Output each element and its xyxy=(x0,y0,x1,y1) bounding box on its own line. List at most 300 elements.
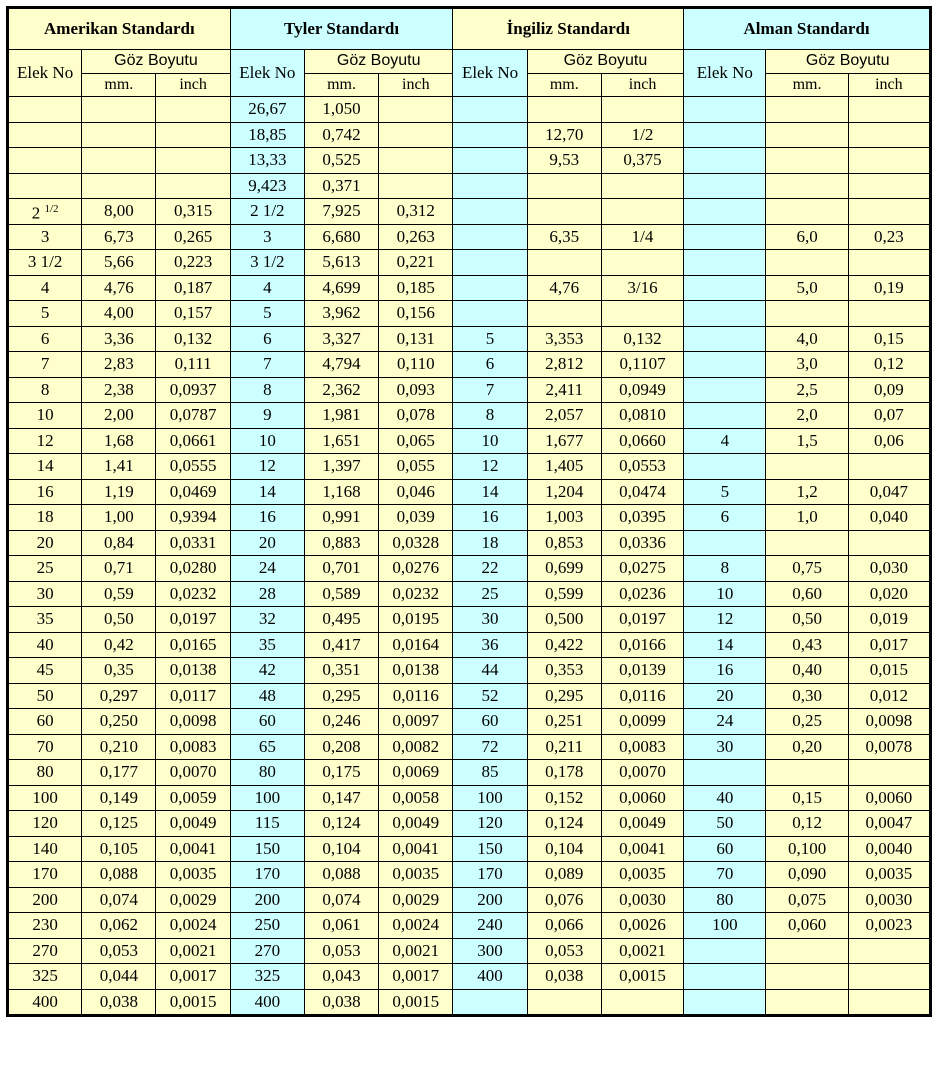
ingiliz-inch-cell: 0,0139 xyxy=(601,658,683,684)
alman-elek-no-cell xyxy=(684,122,766,148)
amerikan-inch-cell: 0,0029 xyxy=(156,887,230,913)
ingiliz-inch-cell: 0,0336 xyxy=(601,530,683,556)
amerikan-mm-cell: 1,19 xyxy=(82,479,156,505)
amerikan-elek-no-cell: 16 xyxy=(8,479,82,505)
tyler-inch-cell: 0,0328 xyxy=(379,530,453,556)
alman-inch-cell: 0,030 xyxy=(848,556,930,582)
tyler-mm-cell: 0,883 xyxy=(304,530,378,556)
ingiliz-elek-no-cell: 400 xyxy=(453,964,527,990)
amerikan-elek-no-cell: 8 xyxy=(8,377,82,403)
tyler-mm-cell: 5,613 xyxy=(304,250,378,276)
ingiliz-inch-cell: 0,0099 xyxy=(601,709,683,735)
tyler-elek-no-cell: 10 xyxy=(230,428,304,454)
ingiliz-mm-cell: 0,124 xyxy=(527,811,601,837)
table-row xyxy=(8,250,931,276)
alman-inch-cell: 0,06 xyxy=(848,428,930,454)
amerikan-mm-cell: 0,074 xyxy=(82,887,156,913)
alman-elek-no-cell xyxy=(684,173,766,199)
ingiliz-mm-cell: 2,057 xyxy=(527,403,601,429)
ingiliz-elek-no-cell: 10 xyxy=(453,428,527,454)
amerikan-inch-cell: 0,0049 xyxy=(156,811,230,837)
amerikan-elek-no-cell: 120 xyxy=(8,811,82,837)
tyler-inch-cell: 0,263 xyxy=(379,224,453,250)
ingiliz-mm-cell: 0,076 xyxy=(527,887,601,913)
ingiliz-mm-cell: 0,699 xyxy=(527,556,601,582)
alman-inch-cell: 0,12 xyxy=(848,352,930,378)
alman-elek-no-cell: 50 xyxy=(684,811,766,837)
ingiliz-mm-cell: 0,066 xyxy=(527,913,601,939)
ingiliz-inch-cell: 0,0030 xyxy=(601,887,683,913)
ingiliz-inch-cell xyxy=(601,199,683,225)
amerikan-elek-no-cell: 45 xyxy=(8,658,82,684)
alman-mm-cell: 0,100 xyxy=(766,836,848,862)
ingiliz-inch-cell: 0,0035 xyxy=(601,862,683,888)
table-row xyxy=(8,224,931,250)
amerikan-elek-no-cell: 3 1/2 xyxy=(8,250,82,276)
tyler-mm-cell: 0,061 xyxy=(304,913,378,939)
table-row xyxy=(8,760,931,786)
amerikan-mm-cell: 0,053 xyxy=(82,938,156,964)
tyler-mm-cell: 4,794 xyxy=(304,352,378,378)
tyler-mm-cell: 0,208 xyxy=(304,734,378,760)
alman-inch-cell xyxy=(848,250,930,276)
tyler-elek-no-cell: 170 xyxy=(230,862,304,888)
table-row xyxy=(8,658,931,684)
alman-inch-cell: 0,23 xyxy=(848,224,930,250)
amerikan-elek-no-cell xyxy=(8,148,82,174)
tyler-inch-cell xyxy=(379,122,453,148)
tyler-elek-no-cell: 7 xyxy=(230,352,304,378)
ingiliz-inch-cell: 0,0810 xyxy=(601,403,683,429)
amerikan-inch-cell: 0,0017 xyxy=(156,964,230,990)
ingiliz-elek-no-cell: 8 xyxy=(453,403,527,429)
table-row xyxy=(8,301,931,327)
amerikan-mm-cell: 1,68 xyxy=(82,428,156,454)
sieve-number: 2 xyxy=(31,203,41,223)
alman-mm-cell: 0,075 xyxy=(766,887,848,913)
ingiliz-mm-cell: 4,76 xyxy=(527,275,601,301)
alman-inch-cell: 0,040 xyxy=(848,505,930,531)
amerikan-elek-no-cell: 18 xyxy=(8,505,82,531)
ingiliz-elek-no-cell: 100 xyxy=(453,785,527,811)
tyler-mm-cell: 0,175 xyxy=(304,760,378,786)
ingiliz-elek-no-cell xyxy=(453,199,527,225)
tyler-elek-no-cell: 6 xyxy=(230,326,304,352)
tyler-mm-cell: 4,699 xyxy=(304,275,378,301)
table-row xyxy=(8,862,931,888)
table-row xyxy=(8,989,931,1016)
tyler-inch-cell: 0,0082 xyxy=(379,734,453,760)
amerikan-inch-cell: 0,0661 xyxy=(156,428,230,454)
alman-elek-no-cell xyxy=(684,301,766,327)
ingiliz-elek-no-cell xyxy=(453,301,527,327)
alman-mm-cell: 0,43 xyxy=(766,632,848,658)
alman-mm-cell: 5,0 xyxy=(766,275,848,301)
table-row xyxy=(8,887,931,913)
tyler-inch-cell: 0,185 xyxy=(379,275,453,301)
amerikan-elek-no-header: Elek No xyxy=(8,50,82,97)
tyler-elek-no-cell: 4 xyxy=(230,275,304,301)
tyler-elek-no-cell: 100 xyxy=(230,785,304,811)
ingiliz-mm-cell xyxy=(527,989,601,1016)
table-row xyxy=(8,556,931,582)
ingiliz-mm-cell: 0,104 xyxy=(527,836,601,862)
ingiliz-elek-no-cell xyxy=(453,989,527,1016)
ingiliz-inch-cell: 1/2 xyxy=(601,122,683,148)
ingiliz-mm-cell: 1,204 xyxy=(527,479,601,505)
amerikan-elek-no-cell xyxy=(8,199,82,225)
ingiliz-elek-no-cell: 85 xyxy=(453,760,527,786)
amerikan-elek-no-cell: 4 xyxy=(8,275,82,301)
tyler-mm-cell: 0,495 xyxy=(304,607,378,633)
tyler-inch-cell: 0,0017 xyxy=(379,964,453,990)
alman-elek-no-cell: 100 xyxy=(684,913,766,939)
amerikan-elek-no-cell: 7 xyxy=(8,352,82,378)
tyler-mm-cell: 0,351 xyxy=(304,658,378,684)
alman-mm-cell: 0,090 xyxy=(766,862,848,888)
tyler-mm-cell: 0,147 xyxy=(304,785,378,811)
alman-elek-no-cell: 30 xyxy=(684,734,766,760)
amerikan-mm-cell: 3,36 xyxy=(82,326,156,352)
tyler-mm-cell: 0,104 xyxy=(304,836,378,862)
ingiliz-mm-cell: 2,411 xyxy=(527,377,601,403)
tyler-mm-cell: 3,962 xyxy=(304,301,378,327)
alman-inch-cell: 0,07 xyxy=(848,403,930,429)
amerikan-elek-no-cell: 400 xyxy=(8,989,82,1016)
amerikan-inch-cell: 0,0232 xyxy=(156,581,230,607)
table-row xyxy=(8,836,931,862)
table-row xyxy=(8,97,931,123)
alman-mm-cell xyxy=(766,97,848,123)
amerikan-mm-cell: 0,088 xyxy=(82,862,156,888)
alman-mm-cell: 6,0 xyxy=(766,224,848,250)
alman-inch-cell: 0,0060 xyxy=(848,785,930,811)
amerikan-mm-cell: 0,84 xyxy=(82,530,156,556)
alman-mm-cell: 4,0 xyxy=(766,326,848,352)
alman-mm-cell: 0,060 xyxy=(766,913,848,939)
alman-elek-no-cell: 80 xyxy=(684,887,766,913)
amerikan-elek-no-cell xyxy=(8,173,82,199)
ingiliz-mm-cell xyxy=(527,199,601,225)
ingiliz-inch-cell xyxy=(601,97,683,123)
ingiliz-mm-cell: 1,405 xyxy=(527,454,601,480)
amerikan-elek-no-cell: 6 xyxy=(8,326,82,352)
ingiliz-mm-cell: 0,353 xyxy=(527,658,601,684)
alman-mm-cell xyxy=(766,122,848,148)
amerikan-elek-no-cell: 3 xyxy=(8,224,82,250)
ingiliz-mm-cell: 6,35 xyxy=(527,224,601,250)
tyler-elek-no-cell: 48 xyxy=(230,683,304,709)
amerikan-elek-no-cell: 30 xyxy=(8,581,82,607)
amerikan-mm-cell: 4,00 xyxy=(82,301,156,327)
ingiliz-mm-cell xyxy=(527,97,601,123)
amerikan-elek-no-cell: 70 xyxy=(8,734,82,760)
tyler-inch-cell: 0,0164 xyxy=(379,632,453,658)
alman-elek-no-cell: 20 xyxy=(684,683,766,709)
amerikan-inch-cell: 0,0280 xyxy=(156,556,230,582)
tyler-elek-no-cell: 150 xyxy=(230,836,304,862)
standard-title-alman: Alman Standardı xyxy=(684,8,931,50)
ingiliz-inch-cell xyxy=(601,301,683,327)
ingiliz-mm-cell: 1,003 xyxy=(527,505,601,531)
tyler-goz-boyutu-header: Göz Boyutu xyxy=(304,50,453,74)
amerikan-inch-cell: 0,9394 xyxy=(156,505,230,531)
alman-inch-cell xyxy=(848,148,930,174)
amerikan-mm-cell: 0,35 xyxy=(82,658,156,684)
amerikan-mm-cell: 0,038 xyxy=(82,989,156,1016)
amerikan-inch-cell: 0,0197 xyxy=(156,607,230,633)
alman-inch-cell: 0,09 xyxy=(848,377,930,403)
amerikan-mm-cell xyxy=(82,173,156,199)
alman-mm-cell: 0,25 xyxy=(766,709,848,735)
amerikan-elek-no-cell: 230 xyxy=(8,913,82,939)
ingiliz-mm-cell: 0,211 xyxy=(527,734,601,760)
ingiliz-elek-no-cell: 7 xyxy=(453,377,527,403)
amerikan-inch-cell: 0,0070 xyxy=(156,760,230,786)
tyler-elek-no-cell: 400 xyxy=(230,989,304,1016)
tyler-elek-no-cell: 9 xyxy=(230,403,304,429)
amerikan-mm-cell: 0,062 xyxy=(82,913,156,939)
alman-inch-cell xyxy=(848,301,930,327)
amerikan-inch-cell: 0,0035 xyxy=(156,862,230,888)
ingiliz-mm-cell: 0,053 xyxy=(527,938,601,964)
ingiliz-inch-cell: 0,132 xyxy=(601,326,683,352)
amerikan-mm-cell: 6,73 xyxy=(82,224,156,250)
tyler-elek-no-cell: 20 xyxy=(230,530,304,556)
header-row-1 xyxy=(8,50,931,74)
amerikan-inch-cell: 0,0024 xyxy=(156,913,230,939)
amerikan-mm-cell: 0,42 xyxy=(82,632,156,658)
ingiliz-inch-cell: 0,0275 xyxy=(601,556,683,582)
tyler-mm-cell: 0,295 xyxy=(304,683,378,709)
amerikan-elek-no-cell: 10 xyxy=(8,403,82,429)
alman-mm-cell xyxy=(766,989,848,1016)
amerikan-inch-cell: 0,0098 xyxy=(156,709,230,735)
tyler-elek-no-cell: 60 xyxy=(230,709,304,735)
amerikan-elek-no-cell: 270 xyxy=(8,938,82,964)
table-row xyxy=(8,326,931,352)
amerikan-elek-no-cell xyxy=(8,97,82,123)
tyler-inch-cell xyxy=(379,173,453,199)
alman-mm-cell xyxy=(766,173,848,199)
amerikan-mm-cell: 2,00 xyxy=(82,403,156,429)
ingiliz-goz-boyutu-header: Göz Boyutu xyxy=(527,50,684,74)
tyler-inch-cell xyxy=(379,148,453,174)
tyler-inch-cell: 0,0029 xyxy=(379,887,453,913)
ingiliz-inch-cell: 0,1107 xyxy=(601,352,683,378)
table-row xyxy=(8,505,931,531)
alman-inch-cell xyxy=(848,964,930,990)
table-row xyxy=(8,607,931,633)
ingiliz-elek-no-cell: 72 xyxy=(453,734,527,760)
ingiliz-mm-cell: 0,178 xyxy=(527,760,601,786)
ingiliz-inch-cell: 0,0166 xyxy=(601,632,683,658)
ingiliz-elek-no-cell: 170 xyxy=(453,862,527,888)
tyler-elek-no-cell: 24 xyxy=(230,556,304,582)
alman-elek-no-cell xyxy=(684,403,766,429)
alman-mm-cell: 0,20 xyxy=(766,734,848,760)
tyler-mm-header: mm. xyxy=(304,73,378,97)
amerikan-elek-no-cell xyxy=(8,122,82,148)
ingiliz-mm-cell: 2,812 xyxy=(527,352,601,378)
alman-elek-no-cell xyxy=(684,760,766,786)
tyler-mm-cell: 0,742 xyxy=(304,122,378,148)
amerikan-mm-cell: 0,105 xyxy=(82,836,156,862)
amerikan-mm-cell: 1,00 xyxy=(82,505,156,531)
amerikan-inch-cell: 0,0083 xyxy=(156,734,230,760)
amerikan-inch-cell: 0,0165 xyxy=(156,632,230,658)
table-row xyxy=(8,581,931,607)
tyler-mm-cell: 7,925 xyxy=(304,199,378,225)
amerikan-mm-cell: 0,177 xyxy=(82,760,156,786)
ingiliz-elek-no-cell xyxy=(453,148,527,174)
alman-inch-cell: 0,017 xyxy=(848,632,930,658)
amerikan-inch-cell: 0,0117 xyxy=(156,683,230,709)
alman-inch-cell: 0,0040 xyxy=(848,836,930,862)
amerikan-mm-cell: 1,41 xyxy=(82,454,156,480)
tyler-elek-no-cell: 250 xyxy=(230,913,304,939)
ingiliz-inch-cell: 0,0041 xyxy=(601,836,683,862)
table-row xyxy=(8,199,931,225)
alman-mm-cell: 0,75 xyxy=(766,556,848,582)
ingiliz-elek-no-cell: 120 xyxy=(453,811,527,837)
tyler-inch-cell: 0,0024 xyxy=(379,913,453,939)
amerikan-mm-cell: 0,71 xyxy=(82,556,156,582)
alman-inch-cell: 0,0023 xyxy=(848,913,930,939)
table-row xyxy=(8,632,931,658)
tyler-elek-no-cell: 9,423 xyxy=(230,173,304,199)
alman-elek-no-cell xyxy=(684,199,766,225)
tyler-inch-cell: 0,131 xyxy=(379,326,453,352)
ingiliz-elek-no-cell: 44 xyxy=(453,658,527,684)
alman-inch-cell xyxy=(848,938,930,964)
tyler-mm-cell: 0,038 xyxy=(304,989,378,1016)
ingiliz-elek-no-cell: 22 xyxy=(453,556,527,582)
ingiliz-mm-cell: 0,422 xyxy=(527,632,601,658)
amerikan-inch-header: inch xyxy=(156,73,230,97)
alman-mm-cell: 0,60 xyxy=(766,581,848,607)
ingiliz-inch-cell: 0,0021 xyxy=(601,938,683,964)
ingiliz-mm-cell: 0,500 xyxy=(527,607,601,633)
amerikan-elek-no-cell: 200 xyxy=(8,887,82,913)
table-row xyxy=(8,173,931,199)
alman-mm-cell: 0,15 xyxy=(766,785,848,811)
alman-inch-cell xyxy=(848,530,930,556)
amerikan-inch-cell: 0,0015 xyxy=(156,989,230,1016)
table-row xyxy=(8,403,931,429)
alman-elek-no-cell: 10 xyxy=(684,581,766,607)
amerikan-elek-no-cell: 40 xyxy=(8,632,82,658)
tyler-inch-cell: 0,0232 xyxy=(379,581,453,607)
tyler-elek-no-cell: 16 xyxy=(230,505,304,531)
alman-mm-cell: 0,12 xyxy=(766,811,848,837)
amerikan-elek-no-cell: 60 xyxy=(8,709,82,735)
ingiliz-mm-cell: 0,251 xyxy=(527,709,601,735)
ingiliz-inch-header: inch xyxy=(601,73,683,97)
alman-elek-no-cell xyxy=(684,224,766,250)
ingiliz-elek-no-cell: 60 xyxy=(453,709,527,735)
tyler-elek-no-cell: 14 xyxy=(230,479,304,505)
tyler-elek-no-cell: 28 xyxy=(230,581,304,607)
sieve-number-fraction: 1/2 xyxy=(44,203,59,215)
alman-elek-no-cell xyxy=(684,275,766,301)
alman-mm-cell: 2,0 xyxy=(766,403,848,429)
ingiliz-mm-cell: 3,353 xyxy=(527,326,601,352)
table-row xyxy=(8,964,931,990)
amerikan-inch-cell: 0,0469 xyxy=(156,479,230,505)
alman-elek-no-cell xyxy=(684,352,766,378)
alman-inch-header: inch xyxy=(848,73,930,97)
ingiliz-mm-cell: 9,53 xyxy=(527,148,601,174)
ingiliz-inch-cell xyxy=(601,989,683,1016)
tyler-inch-cell: 0,0049 xyxy=(379,811,453,837)
amerikan-mm-cell xyxy=(82,122,156,148)
amerikan-elek-no-cell: 25 xyxy=(8,556,82,582)
alman-elek-no-cell: 16 xyxy=(684,658,766,684)
ingiliz-inch-cell xyxy=(601,173,683,199)
tyler-mm-cell: 0,053 xyxy=(304,938,378,964)
table-row xyxy=(8,479,931,505)
tyler-mm-cell: 0,417 xyxy=(304,632,378,658)
alman-inch-cell: 0,15 xyxy=(848,326,930,352)
alman-elek-no-cell xyxy=(684,454,766,480)
tyler-mm-cell: 3,327 xyxy=(304,326,378,352)
amerikan-inch-cell: 0,265 xyxy=(156,224,230,250)
amerikan-mm-cell: 0,210 xyxy=(82,734,156,760)
tyler-elek-no-cell: 65 xyxy=(230,734,304,760)
table-row xyxy=(8,454,931,480)
alman-inch-cell: 0,019 xyxy=(848,607,930,633)
alman-elek-no-cell: 8 xyxy=(684,556,766,582)
amerikan-inch-cell: 0,0138 xyxy=(156,658,230,684)
alman-elek-no-cell xyxy=(684,250,766,276)
amerikan-elek-no-cell: 80 xyxy=(8,760,82,786)
amerikan-elek-no-cell: 14 xyxy=(8,454,82,480)
tyler-inch-cell: 0,065 xyxy=(379,428,453,454)
tyler-inch-cell: 0,0069 xyxy=(379,760,453,786)
tyler-elek-no-cell: 35 xyxy=(230,632,304,658)
ingiliz-mm-cell: 0,853 xyxy=(527,530,601,556)
ingiliz-elek-no-cell: 14 xyxy=(453,479,527,505)
alman-elek-no-cell xyxy=(684,530,766,556)
ingiliz-inch-cell: 0,0083 xyxy=(601,734,683,760)
tyler-elek-no-cell: 5 xyxy=(230,301,304,327)
amerikan-inch-cell: 0,0331 xyxy=(156,530,230,556)
ingiliz-mm-cell: 1,677 xyxy=(527,428,601,454)
tyler-inch-cell: 0,0195 xyxy=(379,607,453,633)
amerikan-mm-cell: 0,50 xyxy=(82,607,156,633)
ingiliz-elek-no-cell xyxy=(453,97,527,123)
alman-inch-cell xyxy=(848,760,930,786)
alman-inch-cell xyxy=(848,454,930,480)
table-row xyxy=(8,122,931,148)
tyler-inch-cell: 0,039 xyxy=(379,505,453,531)
tyler-inch-cell: 0,055 xyxy=(379,454,453,480)
ingiliz-elek-no-cell xyxy=(453,173,527,199)
ingiliz-mm-header: mm. xyxy=(527,73,601,97)
alman-mm-cell: 3,0 xyxy=(766,352,848,378)
amerikan-inch-cell: 0,0041 xyxy=(156,836,230,862)
amerikan-inch-cell xyxy=(156,122,230,148)
table-row xyxy=(8,148,931,174)
alman-elek-no-cell xyxy=(684,377,766,403)
ingiliz-inch-cell: 0,0553 xyxy=(601,454,683,480)
tyler-elek-no-cell: 26,67 xyxy=(230,97,304,123)
tyler-elek-no-cell: 270 xyxy=(230,938,304,964)
ingiliz-mm-cell xyxy=(527,301,601,327)
ingiliz-inch-cell xyxy=(601,250,683,276)
tyler-elek-no-cell: 2 1/2 xyxy=(230,199,304,225)
